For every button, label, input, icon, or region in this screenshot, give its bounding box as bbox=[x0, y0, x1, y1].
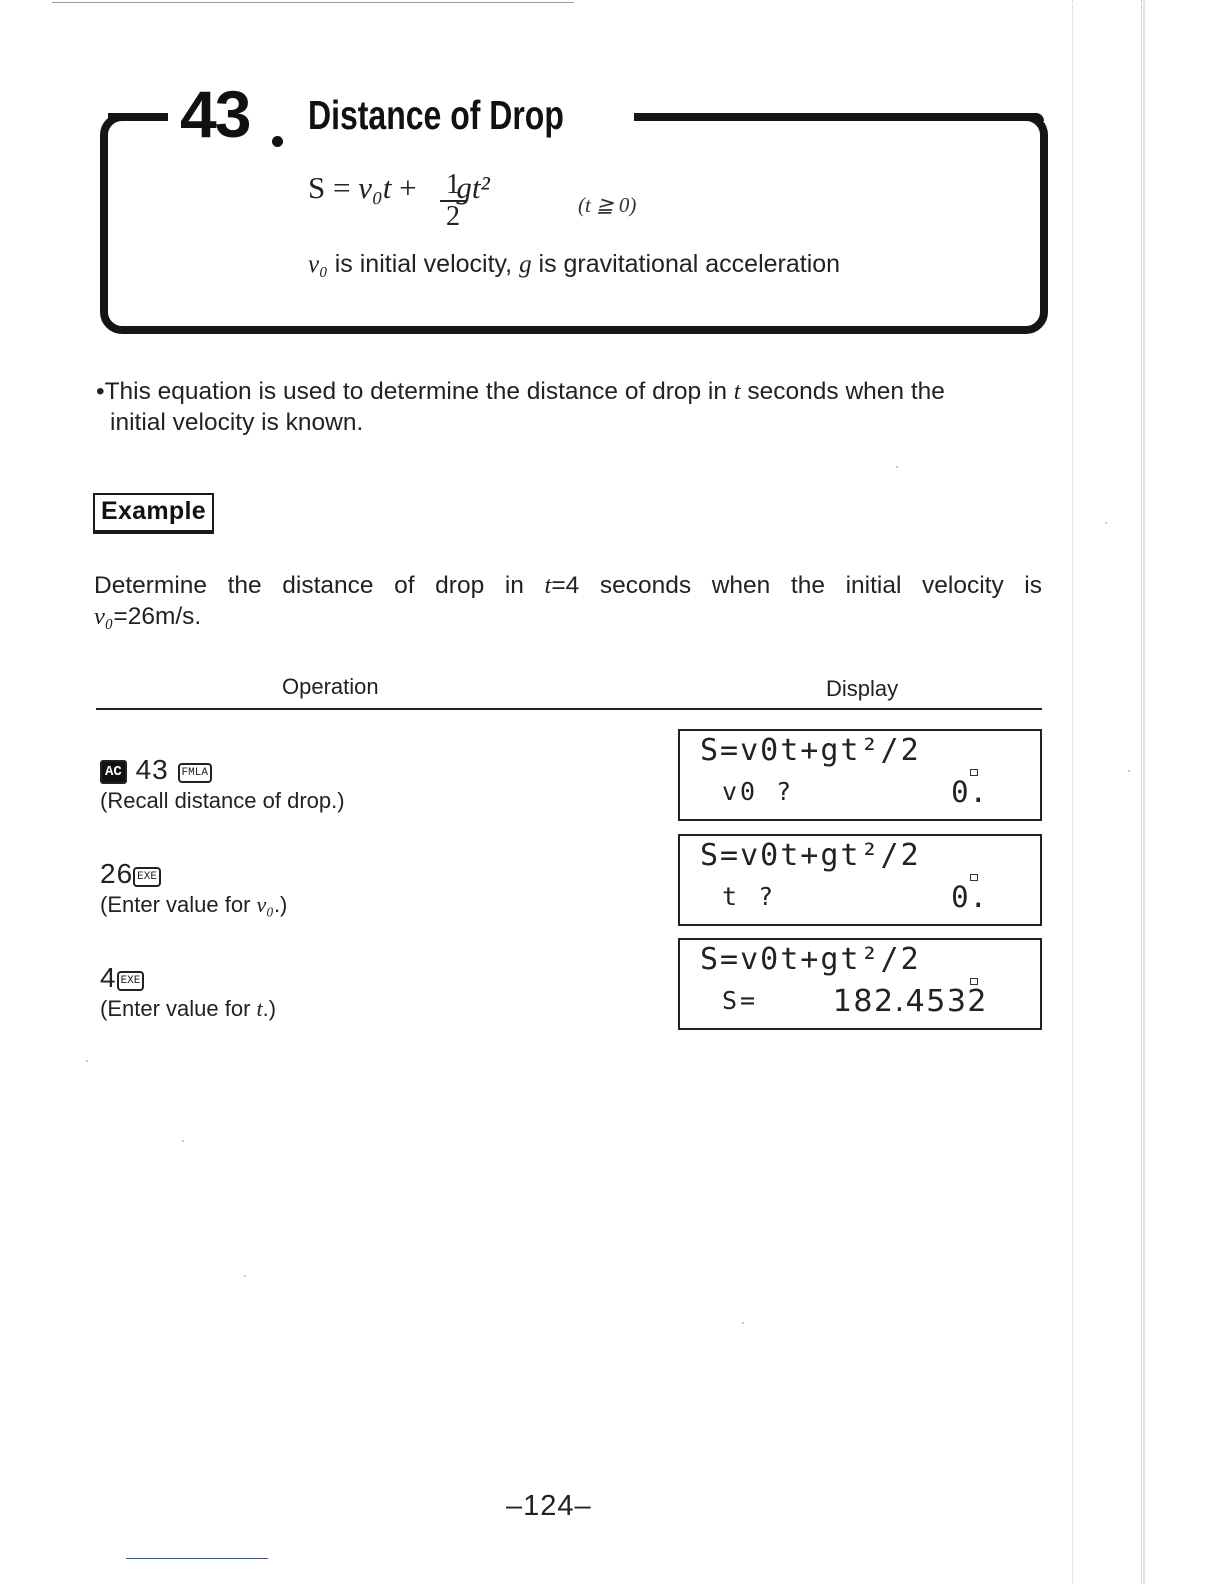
step-description bbox=[100, 892, 287, 918]
var-v0-desc: is initial velocity, bbox=[327, 250, 520, 278]
section-number: 43 bbox=[180, 77, 250, 151]
lcd-prompt: v0 ? bbox=[722, 777, 795, 806]
problem-line2 bbox=[94, 603, 201, 630]
operation-step-3 bbox=[100, 962, 276, 1022]
bullet-dot: • bbox=[96, 378, 105, 405]
problem-line1 bbox=[94, 570, 1042, 601]
title-frame-topbar bbox=[634, 113, 1044, 121]
operation-step-1 bbox=[100, 754, 345, 814]
scan-top-rule bbox=[52, 2, 574, 3]
var-g: g bbox=[519, 251, 532, 278]
key-sequence bbox=[100, 754, 212, 785]
section-number-dot bbox=[272, 136, 283, 147]
desc-text: (Enter value for bbox=[100, 996, 257, 1021]
scan-edge-line bbox=[1072, 0, 1073, 1584]
var-v0: v₀ bbox=[308, 251, 328, 278]
step-description: (Recall distance of drop.) bbox=[100, 788, 345, 813]
scan-speck bbox=[1105, 522, 1107, 524]
header-display: Display bbox=[826, 676, 899, 701]
var-g-desc: is gravitational acceleration bbox=[531, 250, 841, 278]
lcd-value: 182.4532 bbox=[832, 984, 988, 1019]
fraction-denominator: 2 bbox=[446, 201, 460, 232]
key-sequence bbox=[100, 858, 161, 889]
formula-term2: gt² bbox=[456, 170, 490, 205]
lcd-formula-line: S=v0t+gt²/2 bbox=[700, 733, 921, 768]
lcd-formula-line: S=v0t+gt²/2 bbox=[700, 942, 921, 977]
scan-artifact-line bbox=[126, 1558, 268, 1559]
desc-end: .) bbox=[273, 892, 288, 917]
intro-part2: seconds when the bbox=[740, 378, 945, 405]
lcd-value: 0. bbox=[951, 880, 988, 914]
intro-part1: This equation is used to determine the distance of drop in bbox=[104, 378, 734, 405]
scan-speck bbox=[896, 466, 898, 468]
scan-speck bbox=[742, 1322, 744, 1324]
scan-speck bbox=[86, 1060, 88, 1062]
problem-t: t bbox=[544, 572, 552, 599]
desc-end: .) bbox=[262, 996, 277, 1021]
page-number: –124– bbox=[506, 1490, 592, 1522]
problem-text-c: =26m/s. bbox=[113, 603, 202, 630]
formula-condition: (t ≧ 0) bbox=[578, 193, 637, 217]
intro-line2: initial velocity is known. bbox=[110, 409, 364, 436]
desc-var: v₀ bbox=[256, 892, 274, 917]
formula-plus: + bbox=[391, 170, 425, 205]
key-digits: 4 bbox=[100, 962, 117, 993]
scan-edge-line bbox=[1141, 0, 1142, 1584]
lcd-prompt: t ? bbox=[722, 882, 777, 911]
scan-speck bbox=[1128, 770, 1130, 772]
header-operation: Operation bbox=[282, 674, 379, 699]
desc-var: t bbox=[256, 996, 263, 1021]
scan-edge-line bbox=[1143, 0, 1145, 1584]
formula-lhs: S bbox=[308, 170, 326, 205]
desc-text: (Enter value for bbox=[100, 892, 257, 917]
scan-speck bbox=[244, 1275, 246, 1277]
intro-paragraph bbox=[96, 376, 1046, 438]
lcd-formula-line: S=v0t+gt²/2 bbox=[700, 838, 921, 873]
lcd-display-3 bbox=[678, 938, 1042, 1030]
step-description bbox=[100, 996, 276, 1022]
scan-speck bbox=[182, 1140, 184, 1142]
lcd-value: 0. bbox=[951, 775, 988, 809]
intro-t: t bbox=[733, 378, 741, 405]
lcd-prompt: S= bbox=[722, 986, 759, 1015]
fmla-key-icon: FMLA bbox=[178, 763, 212, 783]
operation-step-2 bbox=[100, 858, 287, 918]
header-rule bbox=[96, 708, 1042, 710]
variable-definitions bbox=[308, 250, 840, 279]
exe-key-icon: EXE bbox=[133, 867, 161, 887]
ac-key-icon: AC bbox=[100, 760, 127, 784]
title-frame-stub bbox=[108, 113, 168, 121]
example-problem bbox=[94, 570, 1042, 632]
formula bbox=[308, 169, 490, 232]
formula-equals: = bbox=[325, 170, 359, 205]
formula-term1: v₀t bbox=[358, 170, 392, 205]
problem-text-a: Determine the distance of drop in bbox=[94, 572, 545, 599]
key-digits: 43 bbox=[135, 754, 169, 785]
section-title: Distance of Drop bbox=[308, 92, 564, 138]
problem-v0: v₀ bbox=[94, 603, 114, 630]
lcd-display-2 bbox=[678, 834, 1042, 926]
problem-text-b: =4 seconds when the initial velocity is bbox=[551, 572, 1042, 599]
key-digits: 26 bbox=[100, 858, 134, 889]
exe-key-icon: EXE bbox=[117, 971, 145, 991]
key-sequence bbox=[100, 962, 144, 993]
fraction-numerator: 1 bbox=[446, 169, 460, 200]
example-label: Example bbox=[93, 493, 214, 534]
formula-fraction bbox=[440, 169, 466, 232]
lcd-display-1 bbox=[678, 729, 1042, 821]
